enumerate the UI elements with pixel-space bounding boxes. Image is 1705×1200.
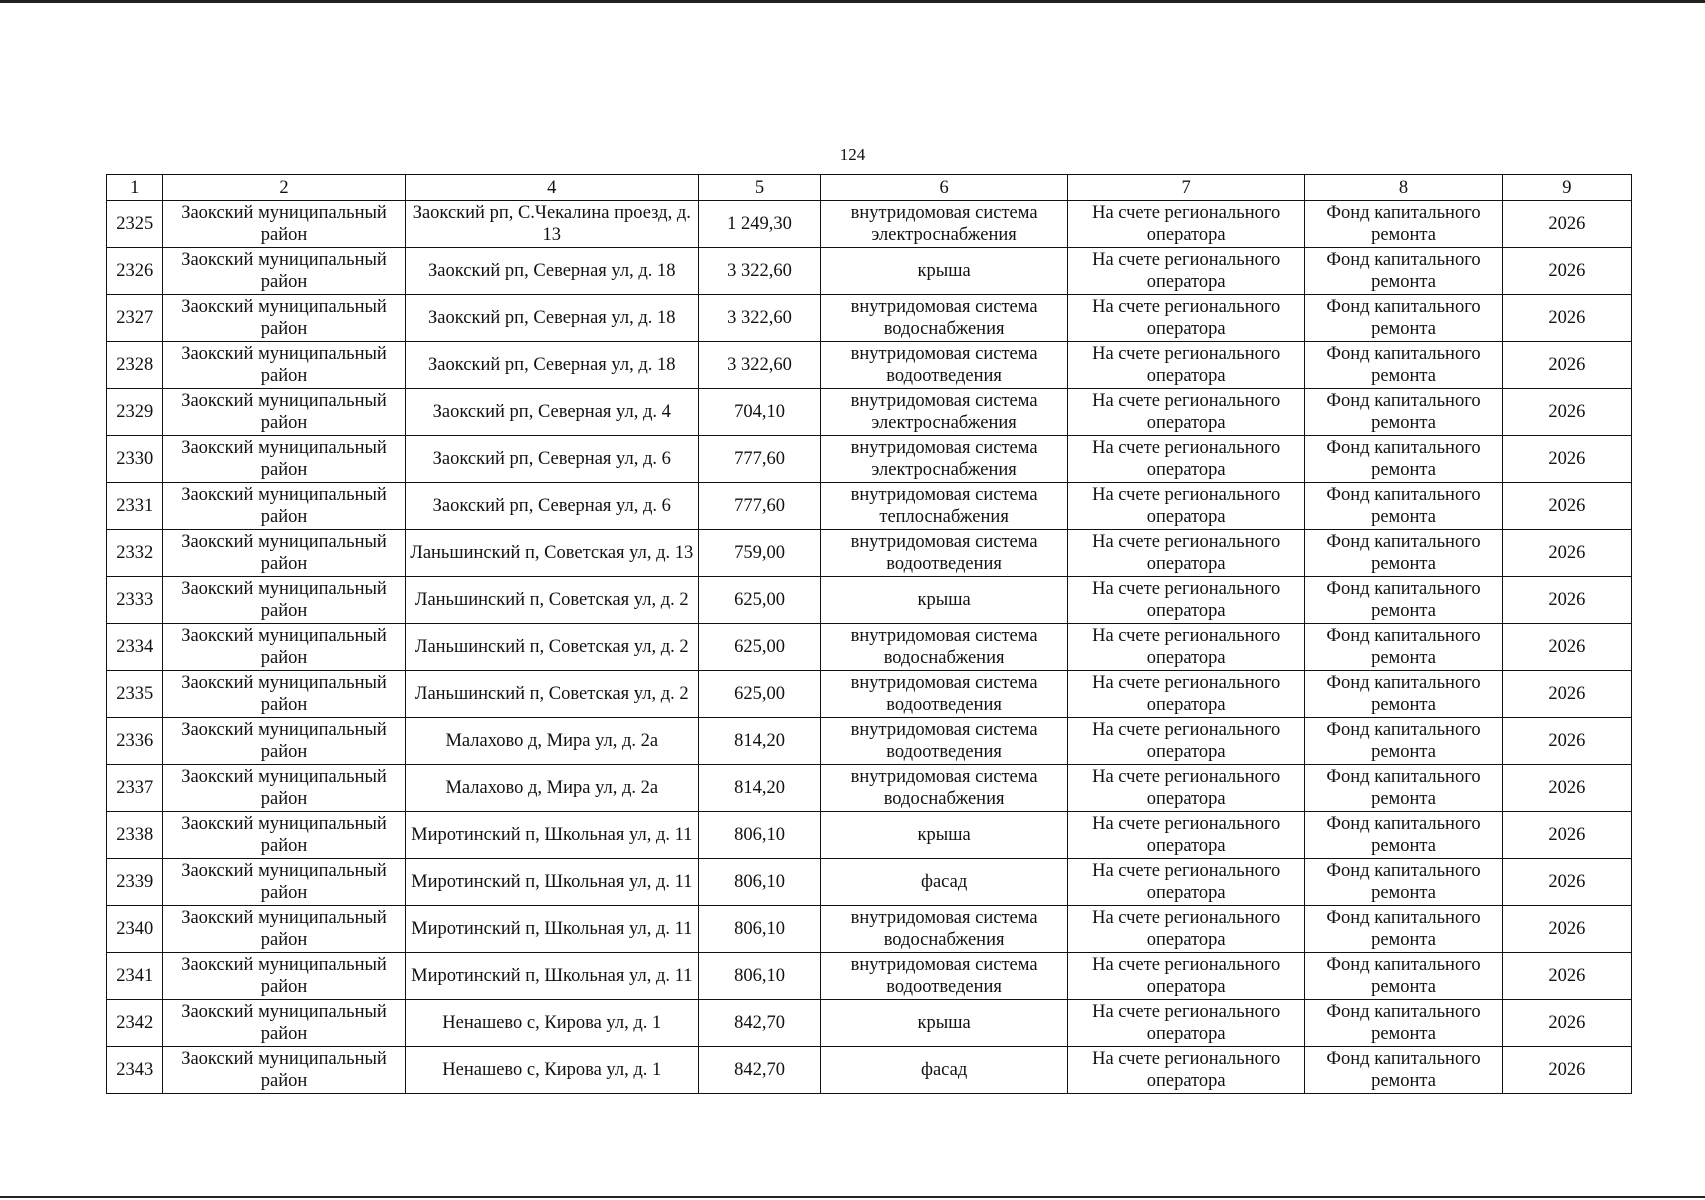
cell-source: Фонд капитального ремонта [1305, 906, 1503, 953]
cell-element: внутридомовая система водоотведения [821, 671, 1068, 718]
cell-district: Заокский муниципальный район [163, 906, 405, 953]
cell-year: 2026 [1502, 530, 1631, 577]
cell-element: внутридомовая система водоснабжения [821, 906, 1068, 953]
cell-account: На счете регионального оператора [1068, 295, 1305, 342]
table-row [107, 201, 1632, 248]
cell-district: Заокский муниципальный район [163, 624, 405, 671]
table-row [107, 906, 1632, 953]
cell-area: 625,00 [699, 577, 821, 624]
cell-address: Заокский рп, Северная ул, д. 4 [405, 389, 699, 436]
cell-account: На счете регионального оператора [1068, 577, 1305, 624]
cell-year: 2026 [1502, 812, 1631, 859]
table-row [107, 859, 1632, 906]
cell-district: Заокский муниципальный район [163, 953, 405, 1000]
cell-element: внутридомовая система водоснабжения [821, 295, 1068, 342]
cell-source: Фонд капитального ремонта [1305, 530, 1503, 577]
cell-address: Малахово д, Мира ул, д. 2а [405, 718, 699, 765]
cell-account: На счете регионального оператора [1068, 389, 1305, 436]
cell-area: 3 322,60 [699, 248, 821, 295]
cell-source: Фонд капитального ремонта [1305, 859, 1503, 906]
cell-element: внутридомовая система теплоснабжения [821, 483, 1068, 530]
cell-year: 2026 [1502, 201, 1631, 248]
header-cell-number: 1 [107, 175, 163, 201]
cell-address: Миротинский п, Школьная ул, д. 11 [405, 953, 699, 1000]
page-number: 124 [839, 145, 866, 164]
table-row [107, 812, 1632, 859]
cell-district: Заокский муниципальный район [163, 765, 405, 812]
cell-number: 2337 [107, 765, 163, 812]
cell-district: Заокский муниципальный район [163, 1047, 405, 1094]
cell-area: 814,20 [699, 718, 821, 765]
cell-account: На счете регионального оператора [1068, 483, 1305, 530]
cell-year: 2026 [1502, 953, 1631, 1000]
cell-element: внутридомовая система водоотведения [821, 718, 1068, 765]
cell-source: Фонд капитального ремонта [1305, 812, 1503, 859]
cell-element: внутридомовая система электроснабжения [821, 201, 1068, 248]
table-row [107, 295, 1632, 342]
cell-district: Заокский муниципальный район [163, 671, 405, 718]
bottom-border-line [0, 1196, 1705, 1198]
cell-source: Фонд капитального ремонта [1305, 436, 1503, 483]
cell-district: Заокский муниципальный район [163, 577, 405, 624]
table-row [107, 248, 1632, 295]
cell-number: 2335 [107, 671, 163, 718]
cell-source: Фонд капитального ремонта [1305, 577, 1503, 624]
cell-year: 2026 [1502, 577, 1631, 624]
cell-account: На счете регионального оператора [1068, 342, 1305, 389]
cell-source: Фонд капитального ремонта [1305, 624, 1503, 671]
cell-element: внутридомовая система водоснабжения [821, 624, 1068, 671]
cell-source: Фонд капитального ремонта [1305, 1000, 1503, 1047]
cell-year: 2026 [1502, 248, 1631, 295]
table-row [107, 389, 1632, 436]
top-border-line [0, 0, 1705, 3]
header-cell-year: 9 [1502, 175, 1631, 201]
cell-area: 3 322,60 [699, 295, 821, 342]
cell-year: 2026 [1502, 671, 1631, 718]
cell-address: Заокский рп, Северная ул, д. 18 [405, 248, 699, 295]
table-body [107, 201, 1632, 1094]
table-row [107, 436, 1632, 483]
cell-number: 2343 [107, 1047, 163, 1094]
cell-address: Ненашево с, Кирова ул, д. 1 [405, 1000, 699, 1047]
header-cell-district: 2 [163, 175, 405, 201]
cell-address: Заокский рп, Северная ул, д. 18 [405, 342, 699, 389]
cell-number: 2330 [107, 436, 163, 483]
cell-year: 2026 [1502, 1047, 1631, 1094]
cell-district: Заокский муниципальный район [163, 1000, 405, 1047]
cell-source: Фонд капитального ремонта [1305, 953, 1503, 1000]
cell-district: Заокский муниципальный район [163, 530, 405, 577]
cell-year: 2026 [1502, 906, 1631, 953]
cell-element: внутридомовая система водоотведения [821, 953, 1068, 1000]
cell-source: Фонд капитального ремонта [1305, 389, 1503, 436]
cell-source: Фонд капитального ремонта [1305, 1047, 1503, 1094]
cell-year: 2026 [1502, 718, 1631, 765]
cell-number: 2325 [107, 201, 163, 248]
cell-year: 2026 [1502, 1000, 1631, 1047]
table-row [107, 1000, 1632, 1047]
cell-year: 2026 [1502, 765, 1631, 812]
table-row [107, 718, 1632, 765]
cell-element: внутридомовая система водоотведения [821, 530, 1068, 577]
cell-area: 777,60 [699, 483, 821, 530]
cell-year: 2026 [1502, 624, 1631, 671]
cell-element: внутридомовая система водоотведения [821, 342, 1068, 389]
cell-address: Миротинский п, Школьная ул, д. 11 [405, 859, 699, 906]
cell-account: На счете регионального оператора [1068, 765, 1305, 812]
cell-address: Малахово д, Мира ул, д. 2а [405, 765, 699, 812]
cell-element: крыша [821, 812, 1068, 859]
cell-account: На счете регионального оператора [1068, 812, 1305, 859]
cell-account: На счете регионального оператора [1068, 953, 1305, 1000]
table-row [107, 765, 1632, 812]
header-row [107, 175, 1632, 201]
header-cell-element: 6 [821, 175, 1068, 201]
table-row [107, 953, 1632, 1000]
cell-year: 2026 [1502, 342, 1631, 389]
cell-account: На счете регионального оператора [1068, 718, 1305, 765]
cell-number: 2326 [107, 248, 163, 295]
cell-area: 806,10 [699, 906, 821, 953]
cell-element: фасад [821, 859, 1068, 906]
cell-address: Ланьшинский п, Советская ул, д. 2 [405, 577, 699, 624]
cell-number: 2331 [107, 483, 163, 530]
cell-element: крыша [821, 248, 1068, 295]
table-row [107, 577, 1632, 624]
cell-address: Заокский рп, Северная ул, д. 6 [405, 483, 699, 530]
cell-year: 2026 [1502, 295, 1631, 342]
cell-number: 2341 [107, 953, 163, 1000]
cell-district: Заокский муниципальный район [163, 295, 405, 342]
cell-account: На счете регионального оператора [1068, 671, 1305, 718]
cell-district: Заокский муниципальный район [163, 342, 405, 389]
cell-element: крыша [821, 577, 1068, 624]
cell-account: На счете регионального оператора [1068, 859, 1305, 906]
cell-number: 2338 [107, 812, 163, 859]
cell-source: Фонд капитального ремонта [1305, 718, 1503, 765]
cell-district: Заокский муниципальный район [163, 859, 405, 906]
cell-number: 2332 [107, 530, 163, 577]
cell-area: 1 249,30 [699, 201, 821, 248]
table-row [107, 624, 1632, 671]
cell-district: Заокский муниципальный район [163, 201, 405, 248]
cell-district: Заокский муниципальный район [163, 483, 405, 530]
cell-number: 2340 [107, 906, 163, 953]
cell-account: На счете регионального оператора [1068, 1000, 1305, 1047]
cell-address: Ланьшинский п, Советская ул, д. 2 [405, 624, 699, 671]
cell-year: 2026 [1502, 859, 1631, 906]
cell-address: Миротинский п, Школьная ул, д. 11 [405, 906, 699, 953]
cell-number: 2328 [107, 342, 163, 389]
cell-district: Заокский муниципальный район [163, 248, 405, 295]
cell-area: 625,00 [699, 624, 821, 671]
table-row [107, 530, 1632, 577]
cell-element: крыша [821, 1000, 1068, 1047]
cell-address: Заокский рп, С.Чекалина проезд, д. 13 [405, 201, 699, 248]
cell-area: 806,10 [699, 859, 821, 906]
cell-number: 2334 [107, 624, 163, 671]
cell-address: Миротинский п, Школьная ул, д. 11 [405, 812, 699, 859]
cell-area: 806,10 [699, 953, 821, 1000]
cell-area: 3 322,60 [699, 342, 821, 389]
cell-number: 2327 [107, 295, 163, 342]
cell-source: Фонд капитального ремонта [1305, 342, 1503, 389]
table-header [107, 175, 1632, 201]
cell-area: 759,00 [699, 530, 821, 577]
cell-area: 625,00 [699, 671, 821, 718]
cell-account: На счете регионального оператора [1068, 1047, 1305, 1094]
cell-account: На счете регионального оператора [1068, 436, 1305, 483]
cell-number: 2342 [107, 1000, 163, 1047]
cell-source: Фонд капитального ремонта [1305, 483, 1503, 530]
cell-number: 2336 [107, 718, 163, 765]
cell-area: 777,60 [699, 436, 821, 483]
cell-district: Заокский муниципальный район [163, 812, 405, 859]
cell-district: Заокский муниципальный район [163, 718, 405, 765]
cell-area: 704,10 [699, 389, 821, 436]
cell-address: Ланьшинский п, Советская ул, д. 13 [405, 530, 699, 577]
cell-area: 842,70 [699, 1047, 821, 1094]
cell-account: На счете регионального оператора [1068, 624, 1305, 671]
cell-source: Фонд капитального ремонта [1305, 295, 1503, 342]
cell-address: Ненашево с, Кирова ул, д. 1 [405, 1047, 699, 1094]
cell-account: На счете регионального оператора [1068, 530, 1305, 577]
cell-address: Ланьшинский п, Советская ул, д. 2 [405, 671, 699, 718]
cell-address: Заокский рп, Северная ул, д. 6 [405, 436, 699, 483]
cell-address: Заокский рп, Северная ул, д. 18 [405, 295, 699, 342]
cell-element: внутридомовая система водоснабжения [821, 765, 1068, 812]
header-cell-source: 8 [1305, 175, 1503, 201]
table-row [107, 483, 1632, 530]
cell-account: На счете регионального оператора [1068, 248, 1305, 295]
cell-number: 2333 [107, 577, 163, 624]
cell-year: 2026 [1502, 483, 1631, 530]
cell-source: Фонд капитального ремонта [1305, 765, 1503, 812]
cell-area: 842,70 [699, 1000, 821, 1047]
header-cell-area: 5 [699, 175, 821, 201]
cell-source: Фонд капитального ремонта [1305, 201, 1503, 248]
table-row [107, 671, 1632, 718]
cell-district: Заокский муниципальный район [163, 389, 405, 436]
table-row [107, 342, 1632, 389]
cell-account: На счете регионального оператора [1068, 906, 1305, 953]
cell-source: Фонд капитального ремонта [1305, 248, 1503, 295]
cell-account: На счете регионального оператора [1068, 201, 1305, 248]
cell-year: 2026 [1502, 436, 1631, 483]
cell-element: внутридомовая система электроснабжения [821, 436, 1068, 483]
cell-source: Фонд капитального ремонта [1305, 671, 1503, 718]
cell-year: 2026 [1502, 389, 1631, 436]
cell-number: 2329 [107, 389, 163, 436]
cell-element: фасад [821, 1047, 1068, 1094]
header-cell-account: 7 [1068, 175, 1305, 201]
cell-area: 814,20 [699, 765, 821, 812]
cell-element: внутридомовая система электроснабжения [821, 389, 1068, 436]
cell-area: 806,10 [699, 812, 821, 859]
table-row [107, 1047, 1632, 1094]
repair-register-table [106, 174, 1632, 1094]
cell-district: Заокский муниципальный район [163, 436, 405, 483]
cell-number: 2339 [107, 859, 163, 906]
header-cell-address: 4 [405, 175, 699, 201]
